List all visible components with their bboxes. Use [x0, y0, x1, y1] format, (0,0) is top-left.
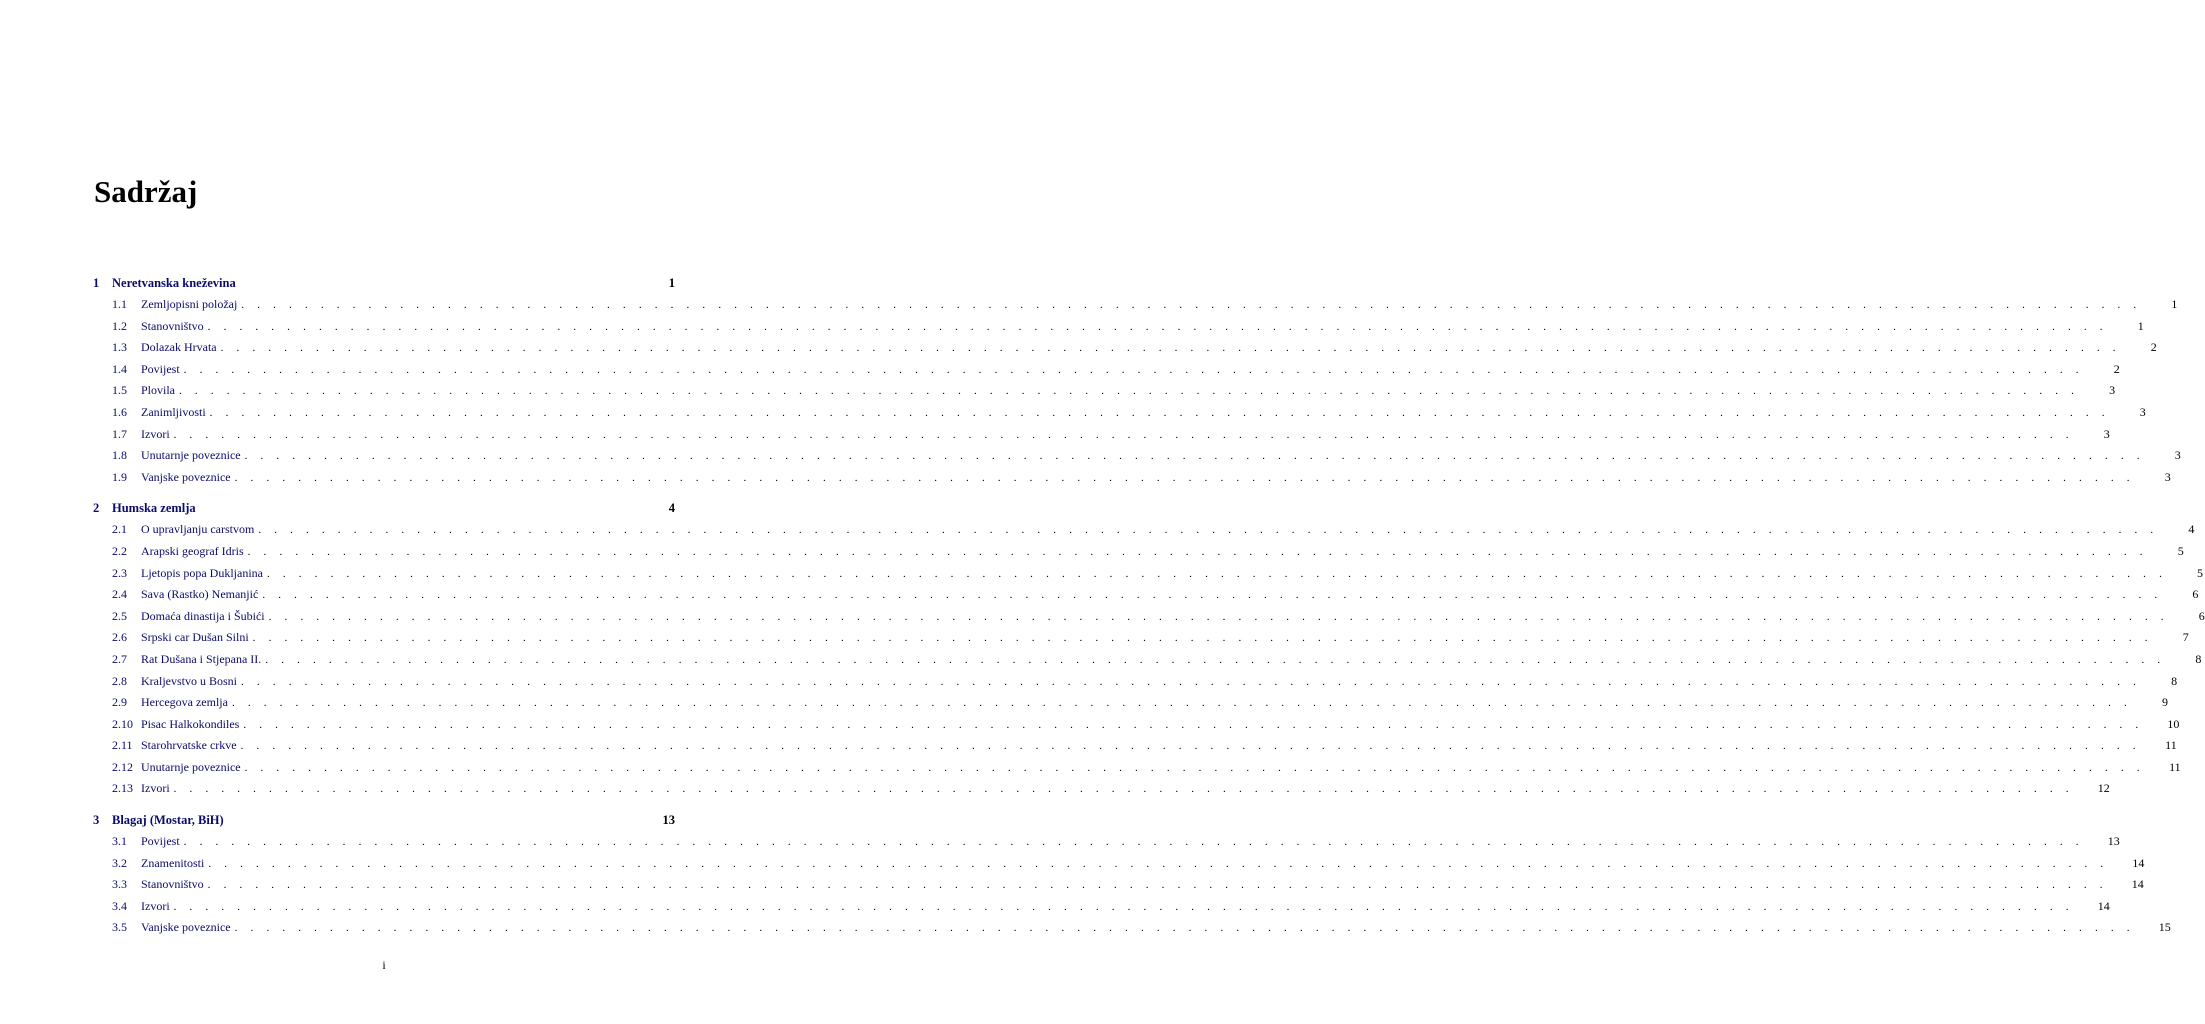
- toc-section-page: 2: [2113, 361, 2120, 376]
- toc-section-link[interactable]: [93, 896, 2110, 918]
- toc-section-page: 3: [2109, 383, 2116, 398]
- toc-section-page: 13: [2107, 834, 2120, 849]
- toc-chapter-page: 1: [668, 276, 675, 290]
- toc-section-number: 2.1: [112, 522, 127, 537]
- toc-section-number: 2.9: [112, 695, 127, 710]
- toc-section-link[interactable]: [93, 627, 2189, 649]
- dot-leader: . . . . . . . . . . . . . . . . . . . . . . . . . . . . . . . . . . . . . . . . . . . . . . . . . . . . . . . . . . . . . . . . . . . . . . . . . . . . . . . . . . . . . . . . . . . . . . . . . . . . . . . . . . . . . . . . . . . . . . . .: [220, 342, 2121, 355]
- toc-section-page: 3: [2103, 426, 2110, 441]
- dot-leader: . . . . . . . . . . . . . . . . . . . . . . . . . . . . . . . . . . . . . . . . . . . . . . . . . . . . . . . . . . . . . . . . . . . . . . . . . . . . . . . . . . . . . . . . . . . . . . . . . . . . . . . . . . . . . . . . . . . . . . . .: [183, 363, 2084, 376]
- toc-section-link[interactable]: [93, 380, 2116, 402]
- toc-section-page: 15: [2158, 920, 2171, 935]
- toc-section-title: Stanovništvo: [141, 318, 204, 333]
- toc-chapter-link[interactable]: [93, 810, 675, 831]
- dot-leader: . . . . . . . . . . . . . . . . . . . . . . . . . . . . . . . . . . . . . . . . . . . . . . . . . . . . . . . . . . . . . . . . . . . . . . . . . . . . . . . . . . . . . . . . . . . . . . . . . . . . . . . . . . . . . . . . . . . . . . . .: [258, 524, 2159, 537]
- toc-section-title: Znamenitosti: [141, 855, 205, 870]
- dot-leader: . . . . . . . . . . . . . . . . . . . . . . . . . . . . . . . . . . . . . . . . . . . . . . . . . . . . . . . . . . . . . . . . . . . . . . . . . . . . . . . . . . . . . . . . . . . . . . . . . . . . . . . . . . . . . . . . . . . . . . . .: [240, 740, 2141, 753]
- toc-section-link[interactable]: [93, 714, 2180, 736]
- toc-section-title: Vanjske poveznice: [141, 920, 231, 935]
- toc-section-number: 3.3: [112, 877, 127, 892]
- toc-section-page: 1: [2171, 297, 2178, 311]
- toc-section-number: 1.8: [112, 448, 127, 463]
- toc-section-number: 1.6: [112, 404, 127, 419]
- dot-leader: . . . . . . . . . . . . . . . . . . . . . . . . . . . . . . . . . . . . . . . . . . . . . . . . . . . . . . . . . . . . . . . . . . . . . . . . . . . . . . . . . . . . . . . . . . . . . . . . . . . . . . . . . . . . . . . . . . . . . . . .: [244, 450, 2145, 463]
- toc-section-page: 3: [2164, 469, 2171, 484]
- toc-section-link[interactable]: [93, 294, 2178, 316]
- toc-section-number: 2.13: [112, 781, 133, 796]
- footer-page-number: i: [382, 958, 386, 972]
- toc-section-number: 2.6: [112, 630, 127, 645]
- toc-section-title: Unutarnje poveznice: [141, 448, 241, 463]
- toc-section-number: 1.1: [112, 297, 127, 311]
- toc-section-number: 2.5: [112, 608, 127, 623]
- toc-section-page: 9: [2162, 695, 2169, 710]
- toc-section-link[interactable]: [93, 424, 2110, 446]
- toc-section-number: 2.4: [112, 587, 127, 602]
- dot-leader: . . . . . . . . . . . . . . . . . . . . . . . . . . . . . . . . . . . . . . . . . . . . . . . . . . . . . . . . . . . . . . . . . . . . . . . . . . . . . . . . . . . . . . . . . . . . . . . . . . . . . . . . . . . . . . . . . . . . . . . .: [252, 632, 2153, 645]
- toc-section-title: Domaća dinastija i Šubići: [141, 608, 265, 623]
- toc-section-title: Pisac Halkokondiles: [141, 716, 240, 731]
- toc-section-number: 2.11: [112, 738, 133, 753]
- toc-section-number: 1.3: [112, 340, 127, 355]
- toc-section-title: Srpski car Dušan Silni: [141, 630, 249, 645]
- toc-section-title: Izvori: [141, 898, 170, 913]
- toc-section-number: 1.7: [112, 426, 127, 441]
- table-of-contents: [93, 273, 2205, 949]
- toc-section-page: 14: [2097, 898, 2110, 913]
- toc-section-page: 3: [2174, 448, 2181, 463]
- toc-section-page: 8: [2195, 651, 2202, 666]
- toc-section-title: Vanjske poveznice: [141, 469, 231, 484]
- dot-leader: . . . . . . . . . . . . . . . . . . . . . . . . . . . . . . . . . . . . . . . . . . . . . . . . . . . . . . . . . . . . . . . . . . . . . . . . . . . . . . . . . . . . . . . . . . . . . . . . . . . . . . . . . . . . . . . . . . . . . . . .: [234, 922, 2135, 935]
- dot-leader: . . . . . . . . . . . . . . . . . . . . . . . . . . . . . . . . . . . . . . . . . . . . . . . . . . . . . . . . . . . . . . . . . . . . . . . . . . . . . . . . . . . . . . . . . . . . . . . . . . . . . . . . . . . . . . . . . . . . . . . .: [207, 320, 2108, 333]
- toc-section-link[interactable]: [93, 649, 2202, 671]
- toc-chapter-link[interactable]: [93, 273, 675, 294]
- toc-section-title: Sava (Rastko) Nemanjić: [141, 587, 259, 602]
- toc-section-page: 8: [2171, 673, 2178, 688]
- toc-section-link[interactable]: [93, 584, 2199, 606]
- toc-section-title: Arapski geograf Idris: [141, 543, 244, 558]
- toc-section-link[interactable]: [93, 467, 2171, 489]
- toc-section-link[interactable]: [93, 337, 2157, 359]
- toc-chapter-number: 3: [93, 813, 100, 828]
- dot-leader: . . . . . . . . . . . . . . . . . . . . . . . . . . . . . . . . . . . . . . . . . . . . . . . . . . . . . . . . . . . . . . . . . . . . . . . . . . . . . . . . . . . . . . . . . . . . . . . . . . . . . . . . . . . . . . . . . . . . . . . .: [179, 385, 2080, 398]
- toc-section-title: Unutarnje poveznice: [141, 759, 241, 774]
- toc-section-page: 7: [2182, 630, 2189, 645]
- toc-section-page: 4: [2188, 522, 2195, 537]
- toc-section-link[interactable]: [93, 874, 2144, 896]
- toc-section-link[interactable]: [93, 359, 2120, 381]
- toc-section-link[interactable]: [93, 778, 2110, 800]
- toc-chapter-number: 1: [93, 276, 100, 290]
- toc-section-number: 3.2: [112, 855, 127, 870]
- toc-chapter-page: 13: [662, 813, 675, 828]
- dot-leader: . . . . . . . . . . . . . . . . . . . . . . . . . . . . . . . . . . . . . . . . . . . . . . . . . . . . . . . . . . . . . . . . . . . . . . . . . . . . . . . . . . . . . . . . . . . . . . . . . . . . . . . . . . . . . . . . . . . . . . . .: [241, 675, 2142, 688]
- dot-leader: . . . . . . . . . . . . . . . . . . . . . . . . . . . . . . . . . . . . . . . . . . . . . . . . . . . . . . . . . . . . . . . . . . . . . . . . . . . . . . . . . . . . . . . . . . . . . . . . . . . . . . . . . . . . . . . . . . . . . . . .: [183, 836, 2084, 849]
- toc-section-title: Izvori: [141, 426, 170, 441]
- toc-chapter: [93, 498, 2205, 800]
- toc-section-number: 2.2: [112, 543, 127, 558]
- dot-leader: . . . . . . . . . . . . . . . . . . . . . . . . . . . . . . . . . . . . . . . . . . . . . . . . . . . . . . . . . . . . . . . . . . . . . . . . . . . . . . . . . . . . . . . . . . . . . . . . . . . . . . . . . . . . . . . . . . . . . . . .: [243, 718, 2144, 731]
- toc-section-link[interactable]: [93, 692, 2169, 714]
- toc-chapter-title: Blagaj (Mostar, BiH): [112, 813, 224, 828]
- toc-section-page: 6: [2192, 587, 2199, 602]
- toc-section-page: 12: [2097, 781, 2110, 796]
- toc-section-page: 2: [2150, 340, 2157, 355]
- dot-leader: . . . . . . . . . . . . . . . . . . . . . . . . . . . . . . . . . . . . . . . . . . . . . . . . . . . . . . . . . . . . . . . . . . . . . . . . . . . . . . . . . . . . . . . . . . . . . . . . . . . . . . . . . . . . . . . . . . . . . . . .: [209, 406, 2110, 419]
- toc-section-link[interactable]: [93, 831, 2120, 853]
- toc-chapter-title: Humska zemlja: [112, 501, 196, 516]
- toc-section-page: 11: [2165, 738, 2177, 753]
- toc-section-title: Dolazak Hrvata: [141, 340, 217, 355]
- toc-section-page: 11: [2169, 759, 2181, 774]
- toc-section-number: 2.10: [112, 716, 133, 731]
- dot-leader: . . . . . . . . . . . . . . . . . . . . . . . . . . . . . . . . . . . . . . . . . . . . . . . . . . . . . . . . . . . . . . . . . . . . . . . . . . . . . . . . . . . . . . . . . . . . . . . . . . . . . . . . . . . . . . . . . . . . . . . .: [262, 589, 2163, 602]
- dot-leader: . . . . . . . . . . . . . . . . . . . . . . . . . . . . . . . . . . . . . . . . . . . . . . . . . . . . . . . . . . . . . . . . . . . . . . . . . . . . . . . . . . . . . . . . . . . . . . . . . . . . . . . . . . . . . . . . . . . . . . . .: [173, 900, 2074, 913]
- toc-section-link[interactable]: [93, 541, 2184, 563]
- toc-section-link[interactable]: [93, 671, 2178, 693]
- toc-section-number: 3.4: [112, 898, 127, 913]
- toc-section-page: 3: [2139, 404, 2146, 419]
- dot-leader: . . . . . . . . . . . . . . . . . . . . . . . . . . . . . . . . . . . . . . . . . . . . . . . . . . . . . . . . . . . . . . . . . . . . . . . . . . . . . . . . . . . . . . . . . . . . . . . . . . . . . . . . . . . . . . . . . . . . . . . .: [208, 857, 2109, 870]
- dot-leader: . . . . . . . . . . . . . . . . . . . . . . . . . . . . . . . . . . . . . . . . . . . . . . . . . . . . . . . . . . . . . . . . . . . . . . . . . . . . . . . . . . . . . . . . . . . . . . . . . . . . . . . . . . . . . . . . . . . . . . . .: [173, 783, 2074, 796]
- toc-chapter-page: 4: [668, 501, 675, 516]
- toc-section-title: Zanimljivosti: [141, 404, 206, 419]
- toc-section-number: 3.1: [112, 834, 127, 849]
- toc-section-title: Hercegova zemlja: [141, 695, 228, 710]
- toc-section-page: 5: [2177, 543, 2184, 558]
- toc-section-link[interactable]: [93, 757, 2181, 779]
- toc-section-page: 10: [2167, 716, 2180, 731]
- toc-chapter: [93, 273, 2181, 488]
- dot-leader: . . . . . . . . . . . . . . . . . . . . . . . . . . . . . . . . . . . . . . . . . . . . . . . . . . . . . . . . . . . . . . . . . . . . . . . . . . . . . . . . . . . . . . . . . . . . . . . . . . . . . . . . . . . . . . . . . . . . . . . .: [207, 879, 2108, 892]
- toc-section-number: 1.5: [112, 383, 127, 398]
- toc-section-number: 2.7: [112, 651, 127, 666]
- toc-section-link[interactable]: [93, 606, 2205, 628]
- toc-section-title: Stanovništvo: [141, 877, 204, 892]
- dot-leader: . . . . . . . . . . . . . . . . . . . . . . . . . . . . . . . . . . . . . . . . . . . . . . . . . . . . . . . . . . . . . . . . . . . . . . . . . . . . . . . . . . . . . . . . . . . . . . . . . . . . . . . . . . . . . . . . . . . . . . . .: [241, 299, 2142, 311]
- dot-leader: . . . . . . . . . . . . . . . . . . . . . . . . . . . . . . . . . . . . . . . . . . . . . . . . . . . . . . . . . . . . . . . . . . . . . . . . . . . . . . . . . . . . . . . . . . . . . . . . . . . . . . . . . . . . . . . . . . . . . . . .: [268, 610, 2169, 623]
- toc-section-page: 14: [2131, 877, 2144, 892]
- toc-section-page: 5: [2197, 565, 2204, 580]
- toc-section-link[interactable]: [93, 402, 2146, 424]
- toc-section-number: 1.2: [112, 318, 127, 333]
- toc-section-title: Izvori: [141, 781, 170, 796]
- toc-section-title: Starohrvatske crkve: [141, 738, 237, 753]
- dot-leader: . . . . . . . . . . . . . . . . . . . . . . . . . . . . . . . . . . . . . . . . . . . . . . . . . . . . . . . . . . . . . . . . . . . . . . . . . . . . . . . . . . . . . . . . . . . . . . . . . . . . . . . . . . . . . . . . . . . . . . . .: [265, 653, 2166, 666]
- toc-section-title: Povijest: [141, 361, 180, 376]
- toc-section-title: Zemljopisni položaj: [141, 297, 238, 311]
- toc-section-page: 1: [2137, 318, 2144, 333]
- toc-chapter: [93, 810, 2171, 939]
- dot-leader: . . . . . . . . . . . . . . . . . . . . . . . . . . . . . . . . . . . . . . . . . . . . . . . . . . . . . . . . . . . . . . . . . . . . . . . . . . . . . . . . . . . . . . . . . . . . . . . . . . . . . . . . . . . . . . . . . . . . . . . .: [244, 761, 2145, 774]
- toc-section-link[interactable]: [93, 563, 2204, 585]
- toc-chapter-number: 2: [93, 501, 100, 516]
- toc-section-number: 1.9: [112, 469, 127, 484]
- dot-leader: . . . . . . . . . . . . . . . . . . . . . . . . . . . . . . . . . . . . . . . . . . . . . . . . . . . . . . . . . . . . . . . . . . . . . . . . . . . . . . . . . . . . . . . . . . . . . . . . . . . . . . . . . . . . . . . . . . . . . . . .: [266, 567, 2168, 580]
- toc-section-link[interactable]: [93, 853, 2145, 875]
- toc-section-title: Rat Dušana i Stjepana II.: [141, 651, 262, 666]
- toc-section-title: Kraljevstvo u Bosni: [141, 673, 237, 688]
- toc-section-page: 14: [2132, 855, 2145, 870]
- toc-section-title: Povijest: [141, 834, 180, 849]
- toc-section-link[interactable]: [93, 735, 2177, 757]
- toc-section-number: 1.4: [112, 361, 127, 376]
- toc-section-link[interactable]: [93, 445, 2181, 467]
- toc-section-link[interactable]: [93, 316, 2144, 338]
- toc-section-link[interactable]: [93, 519, 2195, 541]
- toc-section-number: 3.5: [112, 920, 127, 935]
- dot-leader: . . . . . . . . . . . . . . . . . . . . . . . . . . . . . . . . . . . . . . . . . . . . . . . . . . . . . . . . . . . . . . . . . . . . . . . . . . . . . . . . . . . . . . . . . . . . . . . . . . . . . . . . . . . . . . . . . . . . . . . .: [247, 545, 2148, 558]
- toc-section-title: Ljetopis popa Dukljanina: [141, 565, 263, 580]
- toc-chapter-link[interactable]: [93, 498, 675, 519]
- toc-section-title: Plovila: [141, 383, 176, 398]
- toc-section-number: 2.12: [112, 759, 133, 774]
- dot-leader: . . . . . . . . . . . . . . . . . . . . . . . . . . . . . . . . . . . . . . . . . . . . . . . . . . . . . . . . . . . . . . . . . . . . . . . . . . . . . . . . . . . . . . . . . . . . . . . . . . . . . . . . . . . . . . . . . . . . . . . .: [231, 697, 2133, 710]
- toc-section-number: 2.8: [112, 673, 127, 688]
- toc-section-number: 2.3: [112, 565, 127, 580]
- toc-section-link[interactable]: [93, 917, 2171, 939]
- toc-section-page: 6: [2198, 608, 2205, 623]
- toc-chapter-title: Neretvanska kneževina: [112, 276, 236, 290]
- dot-leader: . . . . . . . . . . . . . . . . . . . . . . . . . . . . . . . . . . . . . . . . . . . . . . . . . . . . . . . . . . . . . . . . . . . . . . . . . . . . . . . . . . . . . . . . . . . . . . . . . . . . . . . . . . . . . . . . . . . . . . . .: [173, 428, 2074, 441]
- toc-section-title: O upravljanju carstvom: [141, 522, 255, 537]
- page-title: Sadržaj: [94, 174, 198, 209]
- dot-leader: . . . . . . . . . . . . . . . . . . . . . . . . . . . . . . . . . . . . . . . . . . . . . . . . . . . . . . . . . . . . . . . . . . . . . . . . . . . . . . . . . . . . . . . . . . . . . . . . . . . . . . . . . . . . . . . . . . . . . . . .: [234, 471, 2135, 484]
